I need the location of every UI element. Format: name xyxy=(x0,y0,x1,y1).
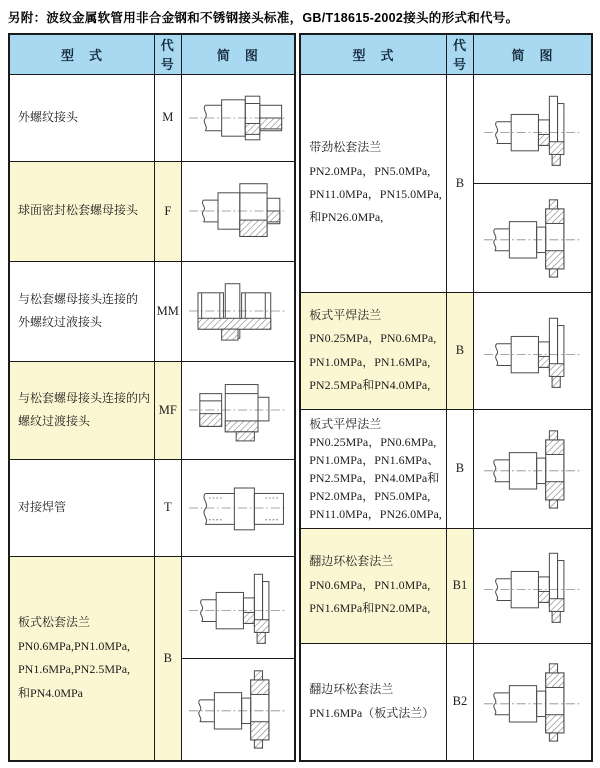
loose-plate-flange-section-icon xyxy=(480,198,586,278)
type-line: PN1.6MPa,PN2.5MPa, xyxy=(18,662,131,677)
nut-nipple-fitting-icon xyxy=(185,370,291,450)
type-cell xyxy=(9,161,155,261)
col-header-diagram: 简 图 xyxy=(181,34,295,74)
diagram-cell xyxy=(181,361,295,459)
loose-plate-flange-icon xyxy=(480,89,586,169)
type-line: 板式松套法兰 xyxy=(18,615,91,630)
type-line: 板式平焊法兰 xyxy=(309,307,382,322)
loose-plate-flange-diagram xyxy=(474,529,591,642)
code-cell: MF xyxy=(155,361,182,459)
type-line: PN2.0MPa，PN5.0MPa, xyxy=(309,488,431,503)
table-row xyxy=(9,161,295,261)
loose-plate-flange-section-icon xyxy=(480,429,586,509)
loose-plate-flange-section-diagram xyxy=(182,658,295,760)
butt-weld-pipe-diagram xyxy=(182,460,295,555)
table-row xyxy=(9,74,295,161)
type-line: 板式平焊法兰 xyxy=(309,416,382,431)
flanged-ring-flange-section-diagram xyxy=(474,644,591,760)
type-line: 翻边环松套法兰 xyxy=(309,554,394,569)
diagram-cell xyxy=(181,74,295,161)
type-line: 螺纹过渡接头 xyxy=(18,414,91,428)
type-cell xyxy=(9,361,155,459)
type-line: 和PN26.0MPa, xyxy=(309,210,384,225)
type-line: PN0.25MPa，PN0.6MPa, xyxy=(309,331,437,346)
type-cell xyxy=(300,74,446,292)
diagram-cell xyxy=(181,161,295,261)
tables-container xyxy=(8,33,593,762)
type-line: 翻边环松套法兰 xyxy=(309,682,394,697)
table-row xyxy=(300,528,592,643)
type-line: 外螺纹过液接头 xyxy=(18,315,103,329)
diagram-cell xyxy=(474,409,592,528)
type-line: 带劲松套法兰 xyxy=(309,140,382,155)
col-header-type: 型 式 xyxy=(300,34,446,74)
type-line: PN2.0MPa，PN5.0MPa, xyxy=(309,163,431,178)
male-thread-fitting-icon xyxy=(185,78,291,158)
type-line: PN1.0MPa，PN1.6MPa、 xyxy=(309,452,440,467)
type-line: PN2.5MPa，PN4.0MPa和 xyxy=(309,470,440,485)
code-cell: T xyxy=(155,459,182,556)
type-line: PN0.25MPa，PN0.6MPa, xyxy=(309,434,437,449)
loose-plate-flange-diagram xyxy=(474,293,591,408)
col-header-code: 代号 xyxy=(155,34,182,74)
type-line: PN11.0MPa，PN15.0MPa, xyxy=(309,187,442,201)
table-row xyxy=(300,643,592,761)
type-cell xyxy=(9,74,155,161)
loose-plate-flange-icon xyxy=(480,311,586,391)
type-line: PN1.0MPa，PN1.6MPa, xyxy=(309,354,431,369)
loose-plate-flange-icon xyxy=(480,546,586,626)
type-line: PN2.5MPa和PN4.0MPa, xyxy=(309,377,431,392)
fitting-table-right xyxy=(299,33,593,762)
page-title: 另附：波纹金属软管用非合金钢和不锈钢接头标准，GB/T18615-2002接头的形式和代号。 xyxy=(8,11,519,25)
diagram-cell xyxy=(474,74,592,292)
table-row xyxy=(300,409,592,528)
loose-nut-fitting-icon xyxy=(185,171,291,251)
loose-nut-fitting-diagram xyxy=(182,162,295,260)
hex-nipple-fitting-icon xyxy=(185,271,291,351)
code-cell: M xyxy=(155,74,182,161)
type-line: 外螺纹接头 xyxy=(18,109,79,124)
type-cell xyxy=(300,643,446,761)
fitting-table-left xyxy=(8,33,296,762)
table-row xyxy=(300,292,592,409)
col-header-code: 代号 xyxy=(446,34,473,74)
type-line: 与松套螺母接头连接的内 xyxy=(18,390,151,405)
type-cell xyxy=(9,459,155,556)
type-line: 对接焊管 xyxy=(18,499,67,514)
loose-plate-flange-diagram xyxy=(182,557,295,658)
type-cell xyxy=(300,409,446,528)
table-row xyxy=(300,74,592,292)
col-header-diagram: 简 图 xyxy=(474,34,592,74)
butt-weld-pipe-icon xyxy=(185,468,291,548)
diagram-cell xyxy=(181,459,295,556)
type-line: PN1.6MPa（板式法兰） xyxy=(309,705,435,720)
diagram-cell xyxy=(474,528,592,643)
code-cell: B xyxy=(155,556,182,761)
type-line: PN11.0MPa，PN26.0MPa, xyxy=(309,506,442,521)
diagram-cell xyxy=(474,292,592,409)
header-row xyxy=(9,34,295,74)
male-thread-fitting-diagram xyxy=(182,75,295,160)
type-line: PN1.6MPa和PN2.0MPa, xyxy=(309,601,431,616)
loose-plate-flange-icon xyxy=(185,567,291,647)
header-row xyxy=(300,34,592,74)
code-cell: F xyxy=(155,161,182,261)
hex-nipple-fitting-diagram xyxy=(182,262,295,360)
type-line: PN0.6MPa，PN1.0MPa, xyxy=(309,577,431,592)
diagram-cell xyxy=(474,643,592,761)
loose-plate-flange-diagram xyxy=(474,75,591,183)
type-line: 与松套螺母接头连接的 xyxy=(18,291,139,306)
diagram-cell xyxy=(181,261,295,361)
loose-plate-flange-section-icon xyxy=(185,669,291,749)
code-cell: B xyxy=(446,292,473,409)
loose-plate-flange-section-diagram xyxy=(474,410,591,527)
type-cell xyxy=(9,556,155,761)
type-cell xyxy=(300,528,446,643)
diagram-cell xyxy=(181,556,295,761)
type-line: 球面密封松套螺母接头 xyxy=(18,203,139,218)
code-cell: B2 xyxy=(446,643,473,761)
type-line: PN0.6MPa,PN1.0MPa, xyxy=(18,638,131,653)
code-cell: B1 xyxy=(446,528,473,643)
table-row xyxy=(9,361,295,459)
col-header-type: 型 式 xyxy=(9,34,155,74)
type-line: 和PN4.0MPa xyxy=(18,685,84,700)
table-row xyxy=(9,556,295,761)
type-cell xyxy=(9,261,155,361)
code-cell: MM xyxy=(155,261,182,361)
code-cell: B xyxy=(446,74,473,292)
nut-nipple-fitting-diagram xyxy=(182,362,295,458)
loose-plate-flange-section-diagram xyxy=(474,183,591,292)
table-row xyxy=(9,459,295,556)
type-cell xyxy=(300,292,446,409)
flanged-ring-flange-section-icon xyxy=(480,662,586,742)
code-cell: B xyxy=(446,409,473,528)
table-row xyxy=(9,261,295,361)
